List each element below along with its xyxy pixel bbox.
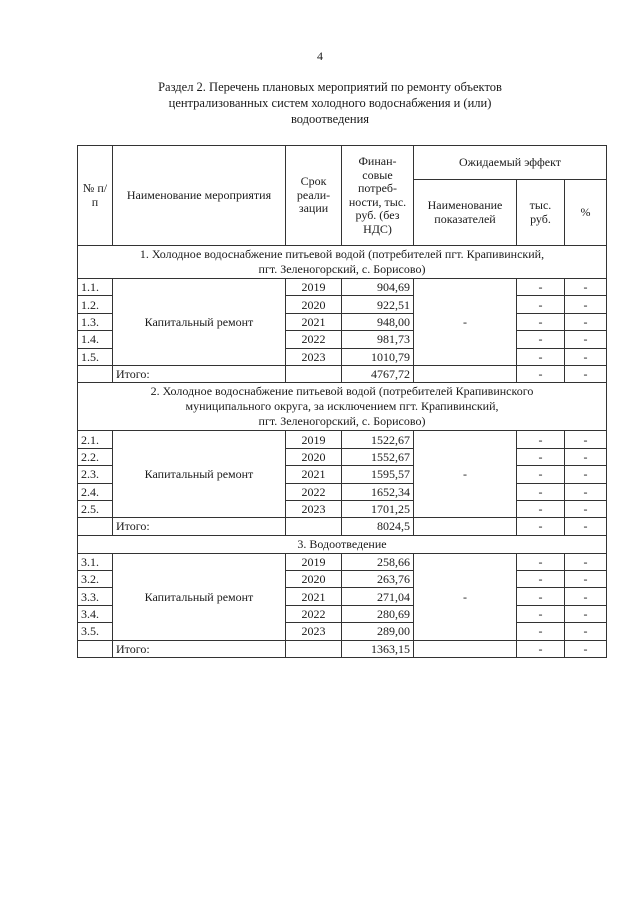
- row-year: 2023: [286, 623, 342, 640]
- total-blank-cell: [78, 640, 113, 657]
- total-row: [78, 640, 607, 657]
- row-percent: -: [565, 466, 607, 483]
- row-year: 2019: [286, 279, 342, 296]
- row-amount: 1652,34: [342, 483, 414, 500]
- row-amount: 948,00: [342, 313, 414, 330]
- section-title-row: [78, 535, 607, 553]
- row-amount: 904,69: [342, 279, 414, 296]
- row-number: 2.3.: [78, 466, 113, 483]
- row-percent: -: [565, 431, 607, 448]
- total-amount: 8024,5: [342, 518, 414, 535]
- table-body: [78, 246, 607, 658]
- row-amount: 981,73: [342, 331, 414, 348]
- total-indicator-cell: [414, 518, 517, 535]
- row-thousand-rub: -: [517, 571, 565, 588]
- row-number: 1.5.: [78, 348, 113, 365]
- table-row: [78, 431, 607, 448]
- row-percent: -: [565, 483, 607, 500]
- header-thousand-rub: тыс. руб.: [517, 180, 565, 246]
- indicator-value: -: [414, 431, 517, 518]
- row-amount: 258,66: [342, 553, 414, 570]
- activity-name: Капитальный ремонт: [113, 279, 286, 366]
- total-percent: -: [565, 640, 607, 657]
- row-thousand-rub: -: [517, 483, 565, 500]
- row-percent: -: [565, 588, 607, 605]
- row-thousand-rub: -: [517, 431, 565, 448]
- row-number: 1.3.: [78, 313, 113, 330]
- activities-table: [77, 145, 607, 658]
- section-title-line-2: муниципального округа, за исключением пгт. Крапивинский,: [185, 399, 499, 414]
- row-number: 2.5.: [78, 500, 113, 517]
- total-label: Итого:: [113, 365, 286, 382]
- total-period-cell: [286, 640, 342, 657]
- section-title-line-1: 1. Холодное водоснабжение питьевой водой (потребителей пгт. Крапивинский,: [139, 247, 545, 261]
- row-percent: -: [565, 331, 607, 348]
- row-percent: -: [565, 553, 607, 570]
- row-number: 3.4.: [78, 605, 113, 622]
- activity-name: Капитальный ремонт: [113, 553, 286, 640]
- total-thousand-rub: -: [517, 365, 565, 382]
- row-thousand-rub: -: [517, 500, 565, 517]
- row-amount: 1552,67: [342, 448, 414, 465]
- row-amount: 1595,57: [342, 466, 414, 483]
- total-label: Итого:: [113, 518, 286, 535]
- row-year: 2021: [286, 466, 342, 483]
- row-thousand-rub: -: [517, 296, 565, 313]
- row-number: 3.5.: [78, 623, 113, 640]
- row-year: 2022: [286, 605, 342, 622]
- row-thousand-rub: -: [517, 466, 565, 483]
- header-num: № п/п: [78, 146, 113, 246]
- row-year: 2020: [286, 296, 342, 313]
- page-number: 4: [317, 49, 323, 63]
- activity-name: Капитальный ремонт: [113, 431, 286, 518]
- row-number: 2.2.: [78, 448, 113, 465]
- row-amount: 1701,25: [342, 500, 414, 517]
- row-year: 2020: [286, 448, 342, 465]
- total-thousand-rub: -: [517, 518, 565, 535]
- table-row: [78, 553, 607, 570]
- heading-line-1: Раздел 2. Перечень плановых мероприятий по ремонту объектов: [158, 80, 502, 94]
- row-number: 1.2.: [78, 296, 113, 313]
- section-heading: [105, 79, 555, 127]
- row-number: 2.4.: [78, 483, 113, 500]
- section-title: [78, 246, 607, 279]
- total-indicator-cell: [414, 640, 517, 657]
- total-amount: 4767,72: [342, 365, 414, 382]
- row-thousand-rub: -: [517, 279, 565, 296]
- row-thousand-rub: -: [517, 331, 565, 348]
- row-year: 2022: [286, 331, 342, 348]
- heading-line-3: водоотведения: [290, 112, 370, 126]
- row-year: 2019: [286, 431, 342, 448]
- row-year: 2021: [286, 588, 342, 605]
- row-amount: 263,76: [342, 571, 414, 588]
- row-percent: -: [565, 279, 607, 296]
- total-label: Итого:: [113, 640, 286, 657]
- indicator-value: -: [414, 279, 517, 366]
- row-year: 2023: [286, 348, 342, 365]
- row-percent: -: [565, 500, 607, 517]
- table-row: [78, 279, 607, 296]
- row-amount: 271,04: [342, 588, 414, 605]
- row-amount: 289,00: [342, 623, 414, 640]
- row-number: 3.3.: [78, 588, 113, 605]
- row-thousand-rub: -: [517, 623, 565, 640]
- total-period-cell: [286, 518, 342, 535]
- row-percent: -: [565, 348, 607, 365]
- total-blank-cell: [78, 365, 113, 382]
- row-year: 2019: [286, 553, 342, 570]
- row-amount: 922,51: [342, 296, 414, 313]
- row-number: 1.1.: [78, 279, 113, 296]
- total-thousand-rub: -: [517, 640, 565, 657]
- row-year: 2023: [286, 500, 342, 517]
- header-name: Наименование мероприятия: [113, 146, 286, 246]
- row-percent: -: [565, 448, 607, 465]
- section-title-line-2: пгт. Зеленогорский, с. Борисово): [258, 262, 426, 276]
- header-indicators: Наименование показателей: [414, 180, 517, 246]
- row-amount: 280,69: [342, 605, 414, 622]
- row-percent: -: [565, 623, 607, 640]
- row-year: 2021: [286, 313, 342, 330]
- total-percent: -: [565, 365, 607, 382]
- heading-line-2: централизованных систем холодного водоснабжения и (или): [168, 96, 492, 110]
- section-title-line-3: пгт. Зеленогорский, с. Борисово): [258, 414, 426, 429]
- row-thousand-rub: -: [517, 588, 565, 605]
- total-indicator-cell: [414, 365, 517, 382]
- row-percent: -: [565, 571, 607, 588]
- row-number: 1.4.: [78, 331, 113, 348]
- total-period-cell: [286, 365, 342, 382]
- total-blank-cell: [78, 518, 113, 535]
- row-year: 2022: [286, 483, 342, 500]
- section-title-row: [78, 246, 607, 279]
- row-number: 3.1.: [78, 553, 113, 570]
- total-row: [78, 365, 607, 382]
- row-thousand-rub: -: [517, 605, 565, 622]
- row-thousand-rub: -: [517, 553, 565, 570]
- row-amount: 1010,79: [342, 348, 414, 365]
- row-percent: -: [565, 296, 607, 313]
- row-year: 2020: [286, 571, 342, 588]
- row-thousand-rub: -: [517, 448, 565, 465]
- total-percent: -: [565, 518, 607, 535]
- section-title: [78, 383, 607, 431]
- row-thousand-rub: -: [517, 348, 565, 365]
- section-title-line-1: 3. Водоотведение: [297, 536, 387, 551]
- row-amount: 1522,67: [342, 431, 414, 448]
- header-period: Срок реали-зации: [286, 146, 342, 246]
- row-percent: -: [565, 313, 607, 330]
- header-finance: Финан-совые потреб-ности, тыс. руб. (без НДС): [342, 146, 414, 246]
- section-title: [78, 535, 607, 553]
- header-percent: %: [565, 180, 607, 246]
- indicator-value: -: [414, 553, 517, 640]
- section-title-line-1: 2. Холодное водоснабжение питьевой водой (потребителей Крапивинского: [150, 384, 534, 399]
- section-title-row: [78, 383, 607, 431]
- total-amount: 1363,15: [342, 640, 414, 657]
- total-row: [78, 518, 607, 535]
- row-thousand-rub: -: [517, 313, 565, 330]
- row-number: 3.2.: [78, 571, 113, 588]
- row-number: 2.1.: [78, 431, 113, 448]
- header-effect: Ожидаемый эффект: [414, 146, 607, 180]
- row-percent: -: [565, 605, 607, 622]
